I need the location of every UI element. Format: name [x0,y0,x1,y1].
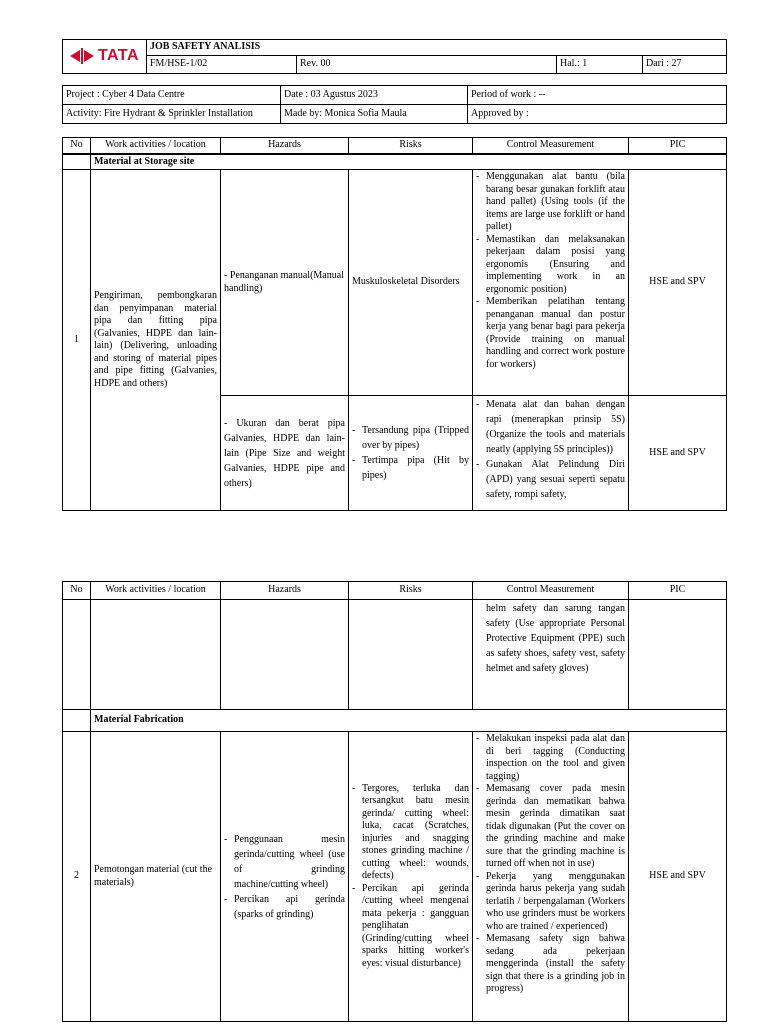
approved-by: Approved by : [468,105,727,124]
col-no: No [63,582,91,600]
total-pages: Dari : 27 [643,55,727,73]
document-number: FM/HSE-1/02 [147,55,297,73]
risk: Muskuloskeletal Disorders [349,170,473,396]
section-title: Material Fabrication [91,710,727,732]
col-no: No [63,138,91,154]
control-item: - Memasang cover pada mesin gerinda dan mematikan bahwa mesin gerinda dimatikan saat tidak digunakan (Put the cover on the grinding machine and make sure that the grinding machine is turned off when not in use) [476,783,625,871]
control-item: - Memberikan pelatihan tentang penanganan manual dan postur kerja yang benar bagi para pekerja (Provide training on manual handling and correct work posture for workers) [476,296,625,371]
column-header-row [63,582,727,600]
hazard [221,732,349,1022]
period-of-work: Period of work : -- [468,86,727,105]
control-item: - Menggunakan alat bantu (bila barang besar gunakan forklift atau hand pallet) (Using tools (if the items are large use forklift or hand pallet) [476,171,625,234]
col-hazards: Hazards [221,582,349,600]
risk-item: - Tersandung pipa (Tripped over by pipes) [352,423,469,453]
col-control-measurement: Control Measurement [473,138,629,154]
section-row [63,710,727,732]
risk-item: - Percikan api gerinda /cutting wheel mengenai mata pekerja : gangguan penglihatan (Grinding/cutting wheel sparks hitting worker's eyes: visual disturbance) [352,883,469,971]
row-number: 1 [63,170,91,511]
risk [349,396,473,511]
project-name: Project : Cyber 4 Data Centre [63,86,281,105]
activity: Activity: Fire Hydrant & Sprinkler Installation [63,105,281,124]
col-risks: Risks [349,138,473,154]
company-logo [63,40,147,74]
col-work-activities: Work activities / location [91,138,221,154]
hazard: - Penanganan manual(Manual handling) [221,170,349,396]
table-row [63,732,727,1022]
work-activity: Pemotongan material (cut the materials) [91,732,221,1022]
col-control-measurement: Control Measurement [473,582,629,600]
page-number: Hal.: 1 [557,55,643,73]
revision: Rev. 00 [297,55,557,73]
made-by: Made by: Monica Sofia Maula [281,105,468,124]
control-item: - Pekerja yang menggunakan gerinda harus pekerja yang sudah terlatih / berpengalaman (Workers who use grinders must be workers who are trained / experienced) [476,871,625,934]
tata-logo-icon [70,48,94,64]
brand-name: TATA [97,47,140,65]
table-row-continued [63,600,727,710]
work-activity: Pengiriman, pembongkaran dan penyimpanan material pipa dan fitting pipa (Galvanies, HDPE dan lain-lain) (Delivering, unloading and storing of material pipes and pipe fitting (Galvanies, HDPE and others) [91,170,221,511]
section-row [63,154,727,170]
document-header-table [62,39,727,74]
control-measurement [473,732,629,1022]
risk [349,732,473,1022]
control-measurement [473,396,629,511]
control-item: - Memastikan dan melaksanakan pekerjaan dalam posisi yang ergonomis (Ensuring and implementing work in an ergonomic position) [476,234,625,297]
pic: HSE and SPV [629,732,727,1022]
jsa-table-page2 [62,581,727,1022]
hazard-item: - Percikan api gerinda (sparks of grinding) [224,892,345,922]
col-hazards: Hazards [221,138,349,154]
col-work-activities: Work activities / location [91,582,221,600]
risk-item: - Tertimpa pipa (Hit by pipes) [352,453,469,483]
control-measurement [473,170,629,396]
control-measurement-continued: helm safety dan sarung tangan safety (Use appropriate Personal Protective Equipment (PPE) such as safety shoes, safety vest, safety helmet and safety gloves) [473,600,629,710]
col-pic: PIC [629,138,727,154]
control-item: - Gunakan Alat Pelindung Diri (APD) yang sesuai seperti sepatu safety, rompi safety, [476,457,625,502]
col-pic: PIC [629,582,727,600]
project-info-table [62,85,727,124]
jsa-table-page1 [62,137,727,511]
control-item: - Melakukan inspeksi pada alat dan di beri tagging (Conducting inspection on the tool and given tagging) [476,733,625,783]
control-item: - Menata alat dan bahan dengan rapi (menerapkan prinsip 5S) (Organize the tools and materials neatly (applying 5S principles)) [476,397,625,457]
col-risks: Risks [349,582,473,600]
hazard: - Ukuran dan berat pipa Galvanies, HDPE dan lain-lain (Pipe Size and weight Galvanies, HDPE pipe and others) [221,396,349,511]
section-title: Material at Storage site [91,154,727,170]
risk-item: - Tergores, terluka dan tersangkut batu mesin gerinda/ cutting wheel: luka, cacat (Scratches, injuries and snagging stones grinding machine / cutting wheel: wounds, defects) [352,783,469,883]
hazard-item: - Penggunaan mesin gerinda/cutting wheel (use of grinding machine/cutting wheel) [224,832,345,892]
row-number: 2 [63,732,91,1022]
date: Date : 03 Agustus 2023 [281,86,468,105]
pic: HSE and SPV [629,170,727,396]
document-title: JOB SAFETY ANALISIS [147,40,727,56]
column-header-row [63,138,727,154]
pic: HSE and SPV [629,396,727,511]
control-item: - Memasang safety sign bahwa sedang ada pekerjaan menggerinda (install the safety sign that there is a grinding job in progress) [476,933,625,996]
table-row [63,170,727,396]
